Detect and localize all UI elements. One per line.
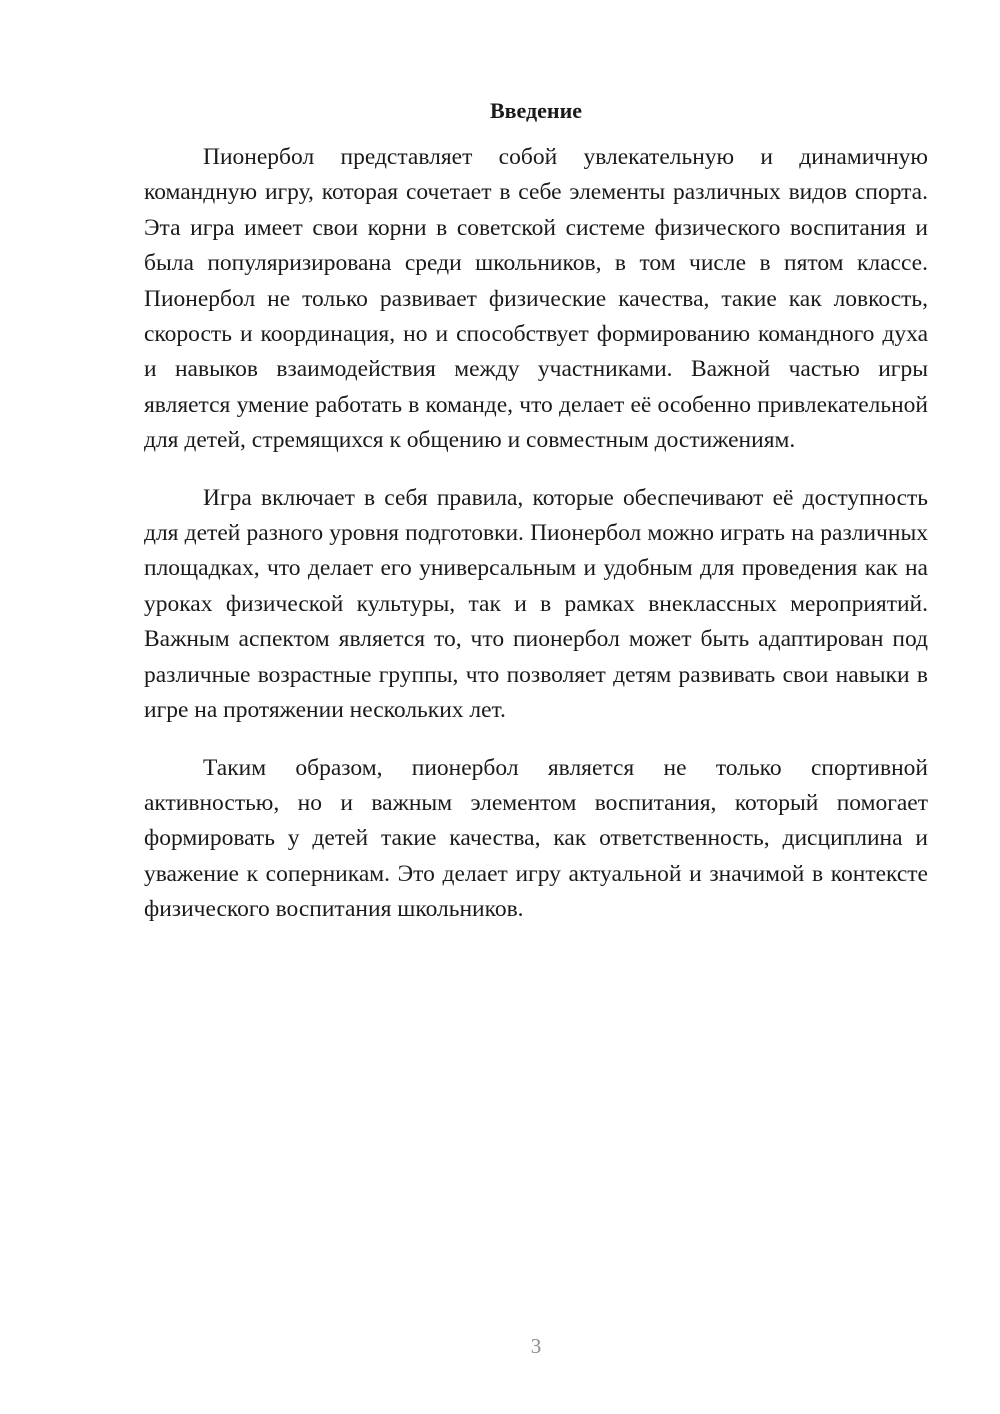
paragraph-3: Таким образом, пионербол является не только спортивной активностью, но и важным элементом воспитания, который помогает формировать у детей такие качества, как ответственность, дисциплина и уважение к соперникам. Это делает игру актуальной и значимой в контексте физического воспитания школьников. xyxy=(144,754,928,923)
page-content xyxy=(144,96,928,950)
page-number: 3 xyxy=(530,1334,542,1358)
paragraph-1: Пионербол представляет собой увлекательную и динамичную командную игру, которая сочетает в себе элементы различных видов спорта. Эта игра имеет свои корни в советской системе физического воспитания и была популяризирована среди школьников, в том числе в пятом классе. Пионербол не только развивает физические качества, такие как ловкость, скорость и координация, но и способствует формированию командного духа и навыков взаимодействия между участниками. Важной частью игры является умение работать в команде, что делает её особенно привлекательной для детей, стремящихся к общению и совместным достижениям. xyxy=(144,144,928,454)
section-heading: Введение xyxy=(489,98,583,123)
paragraph-2: Игра включает в себя правила, которые обеспечивают её доступность для детей разного уровня подготовки. Пионербол можно играть на различных площадках, что делает его универсальным и удобным для проведения как на уроках физической культуры, так и в рамках внеклассных мероприятий. Важным аспектом является то, что пионербол может быть адаптирован под различные возрастные группы, что позволяет детям развивать свои навыки в игре на протяжении нескольких лет. xyxy=(144,484,928,724)
